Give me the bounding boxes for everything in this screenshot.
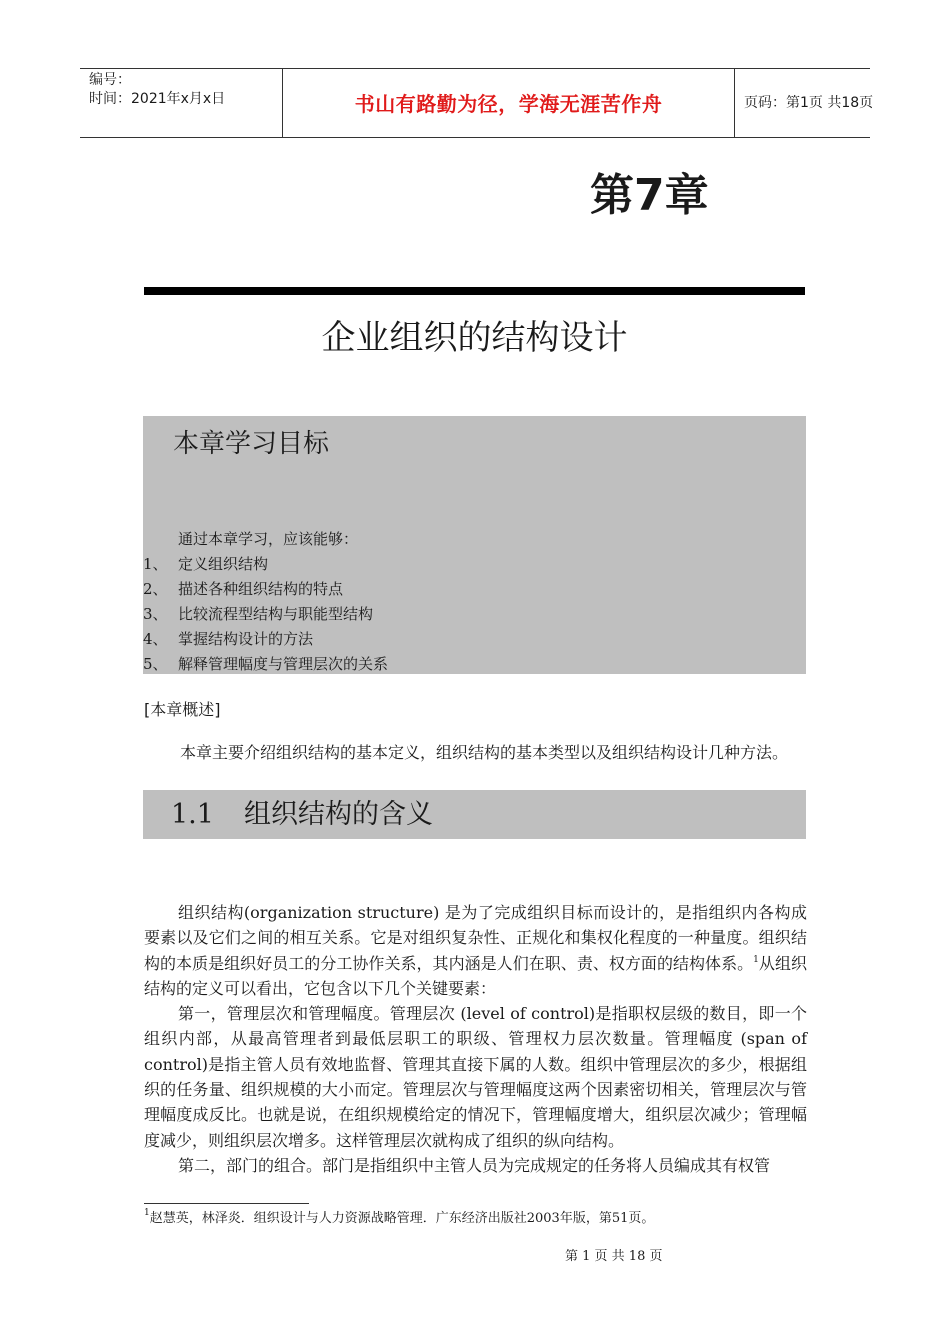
paragraph-departments: 第二，部门的组合。部门是指组织中主管人员为完成规定的任务将人员编成其有权管 — [178, 1155, 771, 1175]
paragraph-definition-tail: 从组织结构的定义可以看出，它包含以下几个关键要素： — [144, 953, 807, 998]
objective-text: 描述各种组织结构的特点 — [178, 580, 344, 598]
header-time-label: 时间：2021年x月x日 — [89, 91, 226, 107]
chapter-number: 第7章 — [590, 170, 709, 221]
objective-text: 掌握结构设计的方法 — [178, 630, 314, 648]
section-title: 组织结构的含义 — [243, 799, 433, 830]
chapter-title: 企业组织的结构设计 — [321, 318, 628, 358]
objectives-title: 本章学习目标 — [173, 429, 330, 459]
objective-item — [143, 627, 388, 652]
learning-objectives-box — [143, 416, 806, 674]
objective-text: 定义组织结构 — [178, 555, 269, 573]
page-footer: 第 1 页 共 18 页 — [565, 1249, 663, 1264]
footnote — [144, 1210, 654, 1228]
objective-text: 解释管理幅度与管理层次的关系 — [178, 655, 389, 673]
overview-label: [本章概述] — [144, 700, 221, 719]
section-heading — [171, 796, 433, 834]
objective-number: 2、 — [143, 580, 168, 598]
paragraph-levels: 第一，管理层次和管理幅度。管理层次 (level of control)是指职权层级的数目，即一个组织内部，从最高管理者到最低层职工的职级、管理权力层次数量。管理幅度 (span of control)是指主管人员有效地监督、管理其直接下属的人数。组织中管理层次的多少，根据组织的任务量、组织规模的大小而定。管理层次与管理幅度这两个因素密切相关，管理层次与管理幅度成反比。也就是说，在组织规模给定的情况下，管理幅度增大，组织层次减少；管理幅度减少，则组织层次增多。这样管理层次就构成了组织的纵向结构。 — [144, 1004, 807, 1150]
objective-number: 3、 — [143, 605, 168, 623]
objective-item — [143, 577, 388, 602]
paragraph-definition — [144, 900, 807, 1001]
objective-text: 比较流程型结构与职能型结构 — [178, 605, 374, 623]
footnote-ref: 1 — [753, 954, 759, 965]
objectives-list — [143, 552, 388, 677]
objective-number: 4、 — [143, 630, 168, 648]
objective-item — [143, 552, 388, 577]
objective-item — [143, 652, 388, 677]
objective-item — [143, 602, 388, 627]
overview-text: 本章主要介绍组织结构的基本定义，组织结构的基本类型以及组织结构设计几种方法。 — [180, 743, 789, 762]
objectives-intro: 通过本章学习，应该能够： — [178, 530, 359, 548]
header-page-label: 页码：第1页 共18页 — [744, 95, 874, 111]
objective-number: 1、 — [143, 555, 168, 573]
footnote-divider — [144, 1203, 309, 1204]
footnote-marker: 1 — [144, 1208, 150, 1218]
header-meta — [80, 69, 282, 137]
header-number-label: 编号： — [89, 72, 131, 88]
header-motto: 书山有路勤为径，学海无涯苦作舟 — [282, 69, 735, 137]
document-header — [80, 68, 874, 138]
body-text — [144, 900, 807, 1178]
footnote-text: 赵慧英，林泽炎．组织设计与人力资源战略管理．广东经济出版社2003年版，第51页。 — [149, 1211, 655, 1226]
section-number: 1.1 — [171, 799, 214, 830]
section-heading-box — [143, 790, 806, 839]
objective-number: 5、 — [143, 655, 168, 673]
paragraph-definition-text: 组织结构(organization structure) 是为了完成组织目标而设计的，是指组织内各构成要素以及它们之间的相互关系。它是对组织复杂性、正规化和集权化程度的一种量度。组织结构的本质是组织好员工的分工协作关系，其内涵是人们在职、责、权方面的结构体系。 — [144, 903, 807, 973]
chapter-divider — [144, 287, 805, 295]
